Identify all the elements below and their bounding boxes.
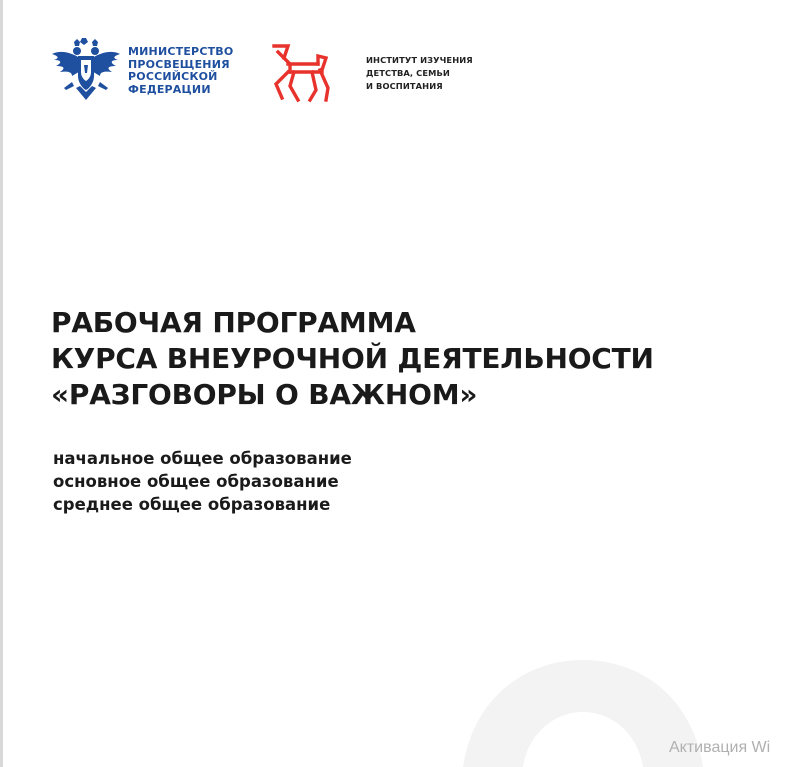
double-headed-eagle-emblem-icon bbox=[50, 38, 122, 104]
activation-watermark: Активация Wi bbox=[669, 739, 771, 756]
document-title bbox=[51, 305, 654, 413]
red-horse-logo-icon bbox=[268, 42, 336, 104]
education-level-item: основное общее образование bbox=[53, 472, 339, 491]
education-level-item: начальное общее образование bbox=[53, 449, 352, 468]
ministry-name-line: ПРОСВЕЩЕНИЯ bbox=[128, 57, 230, 71]
ministry-name-line: РОССИЙСКОЙ bbox=[128, 70, 218, 83]
education-level-item: среднее общее образование bbox=[53, 495, 331, 514]
institute-logo bbox=[268, 42, 473, 104]
title-line: «РАЗГОВОРЫ О ВАЖНОМ» bbox=[51, 378, 478, 411]
title-line: КУРСА ВНЕУРОЧНОЙ ДЕЯТЕЛЬНОСТИ bbox=[51, 342, 654, 375]
ministry-name bbox=[128, 46, 233, 96]
institute-name-line: И ВОСПИТАНИЯ bbox=[366, 80, 443, 91]
ministry-name-line: ФЕДЕРАЦИИ bbox=[128, 82, 211, 96]
ministry-name-line: МИНИСТЕРСТВО bbox=[128, 45, 234, 58]
education-levels bbox=[53, 447, 352, 516]
document-page bbox=[3, 0, 797, 767]
title-line: РАБОЧАЯ ПРОГРАММА bbox=[51, 306, 416, 339]
institute-name-line: ДЕТСТВА, СЕМЬИ bbox=[366, 67, 450, 78]
institute-name-line: ИНСТИТУТ ИЗУЧЕНИЯ bbox=[366, 54, 473, 65]
institute-name bbox=[366, 54, 473, 93]
ministry-logo bbox=[50, 38, 233, 104]
